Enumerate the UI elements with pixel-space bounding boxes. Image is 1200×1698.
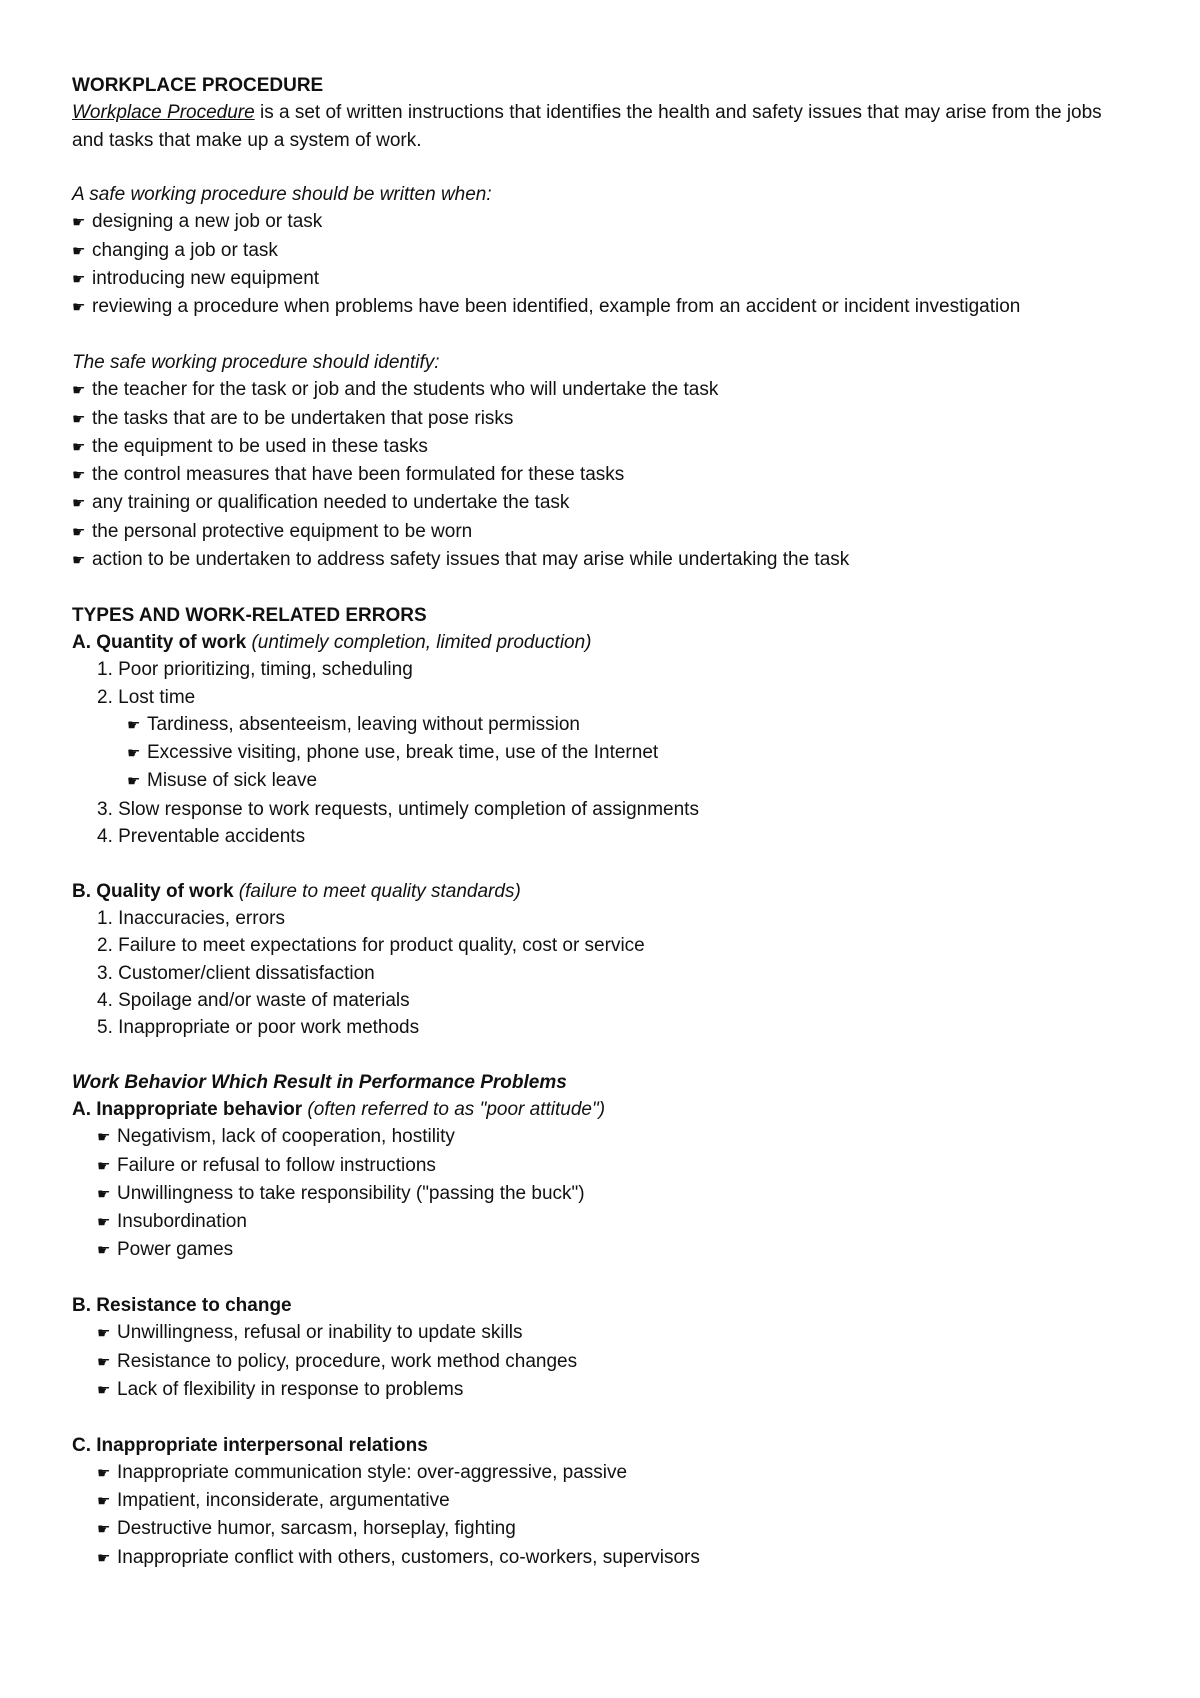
subsection-heading-resistance: B. Resistance to change bbox=[72, 1295, 292, 1317]
list-item: ☛ Negativism, lack of cooperation, hostility bbox=[72, 1123, 1132, 1151]
definition-paragraph bbox=[72, 99, 1132, 154]
numbered-item: 4. Preventable accidents bbox=[97, 826, 306, 848]
list-item: ☛ Impatient, inconsiderate, argumentative bbox=[72, 1487, 1132, 1515]
subsection-heading-quantity: A. Quantity of work (untimely completion, limited production) bbox=[72, 631, 592, 653]
pointing-hand-icon: ☛ bbox=[97, 1185, 111, 1203]
numbered-item: 4. Spoilage and/or waste of materials bbox=[97, 989, 410, 1011]
numbered-item: 2. Lost time bbox=[97, 686, 196, 708]
list-item: ☛ Unwillingness, refusal or inability to update skills bbox=[72, 1319, 1132, 1347]
list-item: ☛ the personal protective equipment to be worn bbox=[72, 518, 1132, 546]
section-title-workplace-procedure: WORKPLACE PROCEDURE bbox=[72, 75, 324, 96]
list-item: ☛ Insubordination bbox=[72, 1208, 1132, 1236]
pointing-hand-icon: ☛ bbox=[97, 1353, 111, 1371]
subsection-heading-quality: B. Quality of work (failure to meet quality standards) bbox=[72, 880, 521, 902]
subsection-heading-inappropriate-behavior: A. Inappropriate behavior (often referred to as "poor attitude") bbox=[72, 1098, 606, 1120]
behavior-section-title: Work Behavior Which Result in Performance Problems bbox=[72, 1071, 567, 1093]
list-item: ☛ Failure or refusal to follow instructions bbox=[72, 1152, 1132, 1180]
list-item: ☛ introducing new equipment bbox=[72, 265, 1132, 293]
pointing-hand-icon: ☛ bbox=[97, 1549, 111, 1567]
pointing-hand-icon: ☛ bbox=[97, 1521, 111, 1539]
pointing-hand-icon: ☛ bbox=[72, 552, 86, 570]
sub-list-item: ☛ Excessive visiting, phone use, break time, use of the Internet bbox=[72, 739, 1132, 767]
identify-heading: The safe working procedure should identify: bbox=[72, 351, 440, 373]
list-item: ☛ Power games bbox=[72, 1236, 1132, 1264]
numbered-item: 1. Poor prioritizing, timing, scheduling bbox=[97, 659, 413, 681]
pointing-hand-icon: ☛ bbox=[72, 523, 86, 541]
pointing-hand-icon: ☛ bbox=[97, 1493, 111, 1511]
pointing-hand-icon: ☛ bbox=[127, 745, 141, 763]
numbered-item: 5. Inappropriate or poor work methods bbox=[97, 1017, 420, 1039]
numbered-item: 2. Failure to meet expectations for product quality, cost or service bbox=[97, 935, 645, 957]
section-title-work-errors: TYPES AND WORK-RELATED ERRORS bbox=[72, 604, 427, 626]
sub-list-item: ☛ Misuse of sick leave bbox=[72, 767, 1132, 795]
subsection-heading-interpersonal: C. Inappropriate interpersonal relations bbox=[72, 1434, 428, 1456]
list-item: ☛ Lack of flexibility in response to problems bbox=[72, 1376, 1132, 1404]
list-item: ☛ designing a new job or task bbox=[72, 208, 1132, 236]
pointing-hand-icon: ☛ bbox=[97, 1325, 111, 1343]
pointing-hand-icon: ☛ bbox=[127, 716, 141, 734]
list-item: ☛ Inappropriate communication style: over-aggressive, passive bbox=[72, 1459, 1132, 1487]
definition-text: is a set of written instructions that identifies the health and safety issues that may arise from the jobs and tasks that make up a system of work. bbox=[72, 102, 1102, 151]
pointing-hand-icon: ☛ bbox=[97, 1242, 111, 1260]
pointing-hand-icon: ☛ bbox=[72, 438, 86, 456]
numbered-item: 3. Customer/client dissatisfaction bbox=[97, 962, 375, 984]
pointing-hand-icon: ☛ bbox=[97, 1214, 111, 1232]
list-item: ☛ action to be undertaken to address safety issues that may arise while undertaking the task bbox=[72, 546, 1132, 574]
list-item: ☛ the tasks that are to be undertaken that pose risks bbox=[72, 405, 1132, 433]
list-item: ☛ Unwillingness to take responsibility ("passing the buck") bbox=[72, 1180, 1132, 1208]
list-item: ☛ changing a job or task bbox=[72, 237, 1132, 265]
pointing-hand-icon: ☛ bbox=[97, 1381, 111, 1399]
list-item: ☛ the control measures that have been formulated for these tasks bbox=[72, 461, 1132, 489]
numbered-item: 3. Slow response to work requests, untimely completion of assignments bbox=[97, 798, 699, 820]
pointing-hand-icon: ☛ bbox=[72, 242, 86, 260]
list-item: ☛ the equipment to be used in these tasks bbox=[72, 433, 1132, 461]
list-item: ☛ the teacher for the task or job and the students who will undertake the task bbox=[72, 376, 1132, 404]
list-item: ☛ Inappropriate conflict with others, customers, co-workers, supervisors bbox=[72, 1544, 1132, 1572]
when-heading: A safe working procedure should be written when: bbox=[72, 184, 492, 206]
pointing-hand-icon: ☛ bbox=[127, 773, 141, 791]
list-item: ☛ reviewing a procedure when problems have been identified, example from an accident or incident investigation bbox=[72, 293, 1132, 321]
pointing-hand-icon: ☛ bbox=[72, 495, 86, 513]
numbered-item: 1. Inaccuracies, errors bbox=[97, 907, 285, 929]
pointing-hand-icon: ☛ bbox=[72, 271, 86, 289]
pointing-hand-icon: ☛ bbox=[72, 382, 86, 400]
pointing-hand-icon: ☛ bbox=[97, 1464, 111, 1482]
sub-list-item: ☛ Tardiness, absenteeism, leaving without permission bbox=[72, 711, 1132, 739]
pointing-hand-icon: ☛ bbox=[72, 214, 86, 232]
pointing-hand-icon: ☛ bbox=[72, 299, 86, 317]
pointing-hand-icon: ☛ bbox=[72, 410, 86, 428]
pointing-hand-icon: ☛ bbox=[97, 1129, 111, 1147]
definition-term: Workplace Procedure bbox=[72, 102, 255, 124]
pointing-hand-icon: ☛ bbox=[72, 467, 86, 485]
list-item: ☛ Destructive humor, sarcasm, horseplay, fighting bbox=[72, 1515, 1132, 1543]
pointing-hand-icon: ☛ bbox=[97, 1157, 111, 1175]
list-item: ☛ any training or qualification needed to undertake the task bbox=[72, 489, 1132, 517]
list-item: ☛ Resistance to policy, procedure, work method changes bbox=[72, 1348, 1132, 1376]
document-body bbox=[72, 72, 1132, 1572]
